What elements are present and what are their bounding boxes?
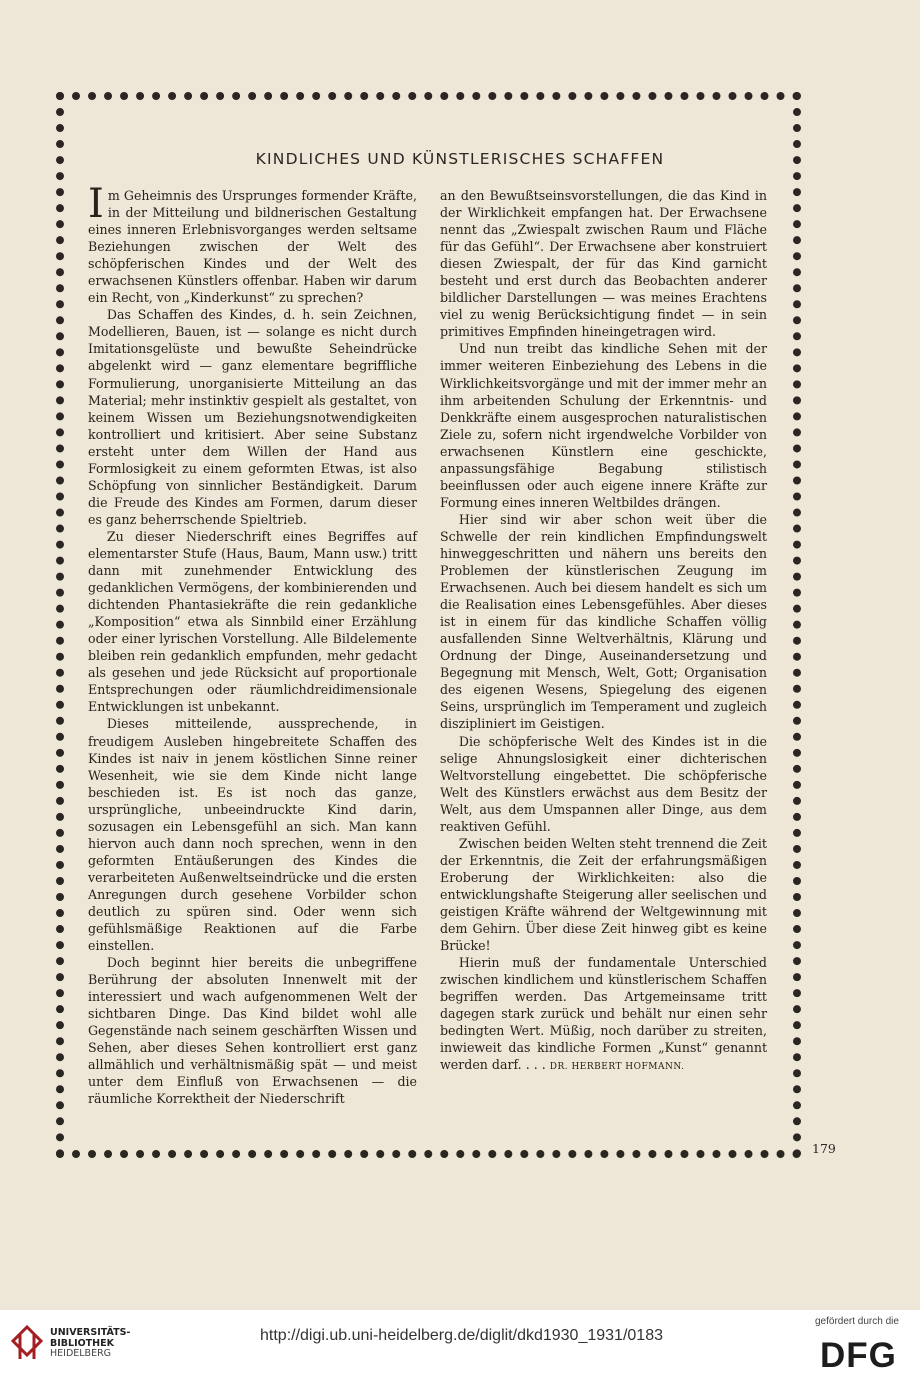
author-signature: DR. HERBERT HOFMANN. [549, 1062, 685, 1073]
paragraph: an den Bewußtseinsvorstellungen, die das Kind in der Wirklichkeit empfangen hat. Der Erwachsene nennt das „Zwiespalt zwischen Raum und Fläche für das Gefühl“. Der Erwachsene aber konstruiert diesen Zwiespalt, der für das Kind garnicht besteht und erst durch das Beobachten anderer bildlicher Darstellungen — was meines Erachtens viel zu wenig Berücksichtigung findet — in sein primitives Empfinden hineingetragen wird. [440, 188, 767, 340]
funding-note: gefördert durch die [815, 1316, 899, 1327]
dfg-logo-text: DFG [820, 1336, 897, 1370]
library-name: UNIVERSITÄTS- BIBLIOTHEK HEIDELBERG [50, 1327, 131, 1359]
paragraph: Hierin muß der fundamentale Unterschied zwischen kindlichem und künstlerischem Schaffen begriffen werden. Das Artgemeinsame tritt dagegen stark zurück und behält nur einen sehr bedingten Wert. Müßig, noch darüber zu streiten, inwieweit das kindliche Formen „Kunst“ genannt werden darf. . . . DR. HERBERT HOFMANN. [440, 955, 767, 1073]
viewer-footer [0, 1310, 920, 1377]
article-title: KINDLICHES UND KÜNSTLERISCHES SCHAFFEN [255, 150, 665, 168]
paragraph: Im Geheimnis des Ursprunges formender Kräfte, in der Mitteilung und bildnerischen Gestaltung eines inneren Erlebnisvorganges werden seltsame Beziehungen zwischen der Welt des schöpferischen Kindes und der Welt des erwachsenen Künstlers offenbar. Haben wir darum ein Recht, von „Kinderkunst“ zu sprechen? [88, 181, 417, 306]
drop-cap: I [88, 181, 104, 227]
permalink-url[interactable]: http://digi.ub.uni-heidelberg.de/diglit/dkd1930_1931/0183 [260, 1327, 663, 1344]
right-text-column [440, 187, 767, 1076]
paragraph: Zu dieser Niederschrift eines Begriffes auf elementarster Stufe (Haus, Baum, Mann usw.) tritt dann mit zunehmender Entwicklung des gedanklichen Vermögens, der kombinierenden und dichtenden Phantasiekräfte die rein gedankliche „Komposition“ etwa als Sinnbild einer Erzählung oder einer lyrischen Vorstellung. Alle Bildelemente bleiben rein gedanklich empfunden, mehr gedacht als gesehen und jede Rücksicht auf proportionale Entsprechungen oder räumlichdreidimensionale Entwicklungen ist unbekannt. [88, 528, 417, 715]
dfg-logo-icon [818, 1336, 908, 1370]
left-text-column [88, 181, 417, 1108]
paragraph: Das Schaffen des Kindes, d. h. sein Zeichnen, Modellieren, Bauen, ist — solange es nicht durch Imitationsgelüste und bewußte Seheindrücke abgelenkt wird — ganz elementare begriffliche Formulierung, unorganisierte Mitteilung an das Material; mehr instinktiv gespielt als gestaltet, von keinem Wissen um Beziehungsnotwendigkeiten kontrolliert und kritisiert. Aber seine Substanz ersteht unter dem Willen der Hand aus Formlosigkeit zu einem geformten Etwas, ist also Schöpfung von sinnlicher Beständigkeit. Darum die Freude des Kindes am Formen, darum dieser es ganz beherrschende Spieltrieb. [88, 307, 417, 527]
paragraph: Doch beginnt hier bereits die unbegriffene Berührung der absoluten Innenwelt mit der interessiert und wach aufgenommenen Welt der sichtbaren Dinge. Das Kind bildet wohl alle Gegenstände nach seinem geschärften Wissen und Sehen, aber dieses Sehen kontrolliert erst ganz allmählich und verhältnismäßig spät — und meist unter dem Einfluß von Erwachsenen — die räumliche Korrektheit der Niederschrift [88, 955, 417, 1107]
paragraph: Die schöpferische Welt des Kindes ist in die selige Ahnungslosigkeit einer dichterischen Weltvorstellung eingebettet. Die schöpferische Welt des Künstlers erwächst aus dem Besitz der Welt, aus dem Umspannen aller Dinge, aus dem reaktiven Gefühl. [440, 733, 767, 834]
paragraph: Zwischen beiden Welten steht trennend die Zeit der Erkenntnis, die Zeit der erfahrungsmäßigen Eroberung der Wirklichkeiten: also die entwicklungshafte Steigerung aller seelischen und geistigen Kräfte während der Weltgewinnung mit dem Gehirn. Über diese Zeit hinweg gibt es keine Brücke! [440, 835, 767, 954]
page-number: 179 [812, 1141, 836, 1156]
paragraph: Und nun treibt das kindliche Sehen mit der immer weiteren Einbeziehung des Lebens in die Wirklichkeitsvorgänge und mit der immer mehr an ihm arbeitenden Schulung der Erkenntnis- und Denkkräfte einem ausgesprochen naturalistischen Ziele zu, sofern nicht irgendwelche Vorbilder von erwachsenen Künstlern eine geschickte, anpassungsfähige Begabung stilistisch beeinflussen oder auch eigene innere Kräfte zur Formung eines inneren Weltbildes drängen. [440, 341, 767, 510]
paragraph: Hier sind wir aber schon weit über die Schwelle der rein kindlichen Empfindungswelt hinweggeschritten und nähern uns bereits den Problemen der künstlerischen Zeugung im Erwachsenen. Auch bei diesem handelt es sich um die Realisation eines Lebensgefühles. Aber dieses ist in einem für das kindliche Schaffen völlig ausfallenden Sinne Weltverhältnis, Klärung und Ordnung der Dinge, Auseinandersetzung und Begegnung mit Mensch, Welt, Gott; Organisation des eigenen Wesens, Spiegelung des eigenen Seins, ursprünglich im Temperament und zugleich diszipliniert im Geistigen. [440, 511, 767, 732]
paragraph: Dieses mitteilende, aussprechende, in freudigem Ausleben hingebreitete Schaffen des Kindes ist naiv in jenem köstlichen Sinne reiner Wesenheit, wie sie dem Kinde nicht lange beschieden ist. Es ist noch das ganze, ursprüngliche, unbeeindruckte Kind darin, sozusagen ein Lebensgefühl an sich. Man kann hiervon auch dann noch sprechen, wenn in den geformten Entäußerungen des Kindes die verarbeiteten Außenweltseindrücke und die ersten Anregungen durch gesehene Vorbilder schon deutlich zu spüren sind. Oder wenn sich gefühlsmäßige Reaktionen auf die Farbe einstellen. [88, 716, 417, 954]
university-library-logo-icon [10, 1324, 44, 1362]
